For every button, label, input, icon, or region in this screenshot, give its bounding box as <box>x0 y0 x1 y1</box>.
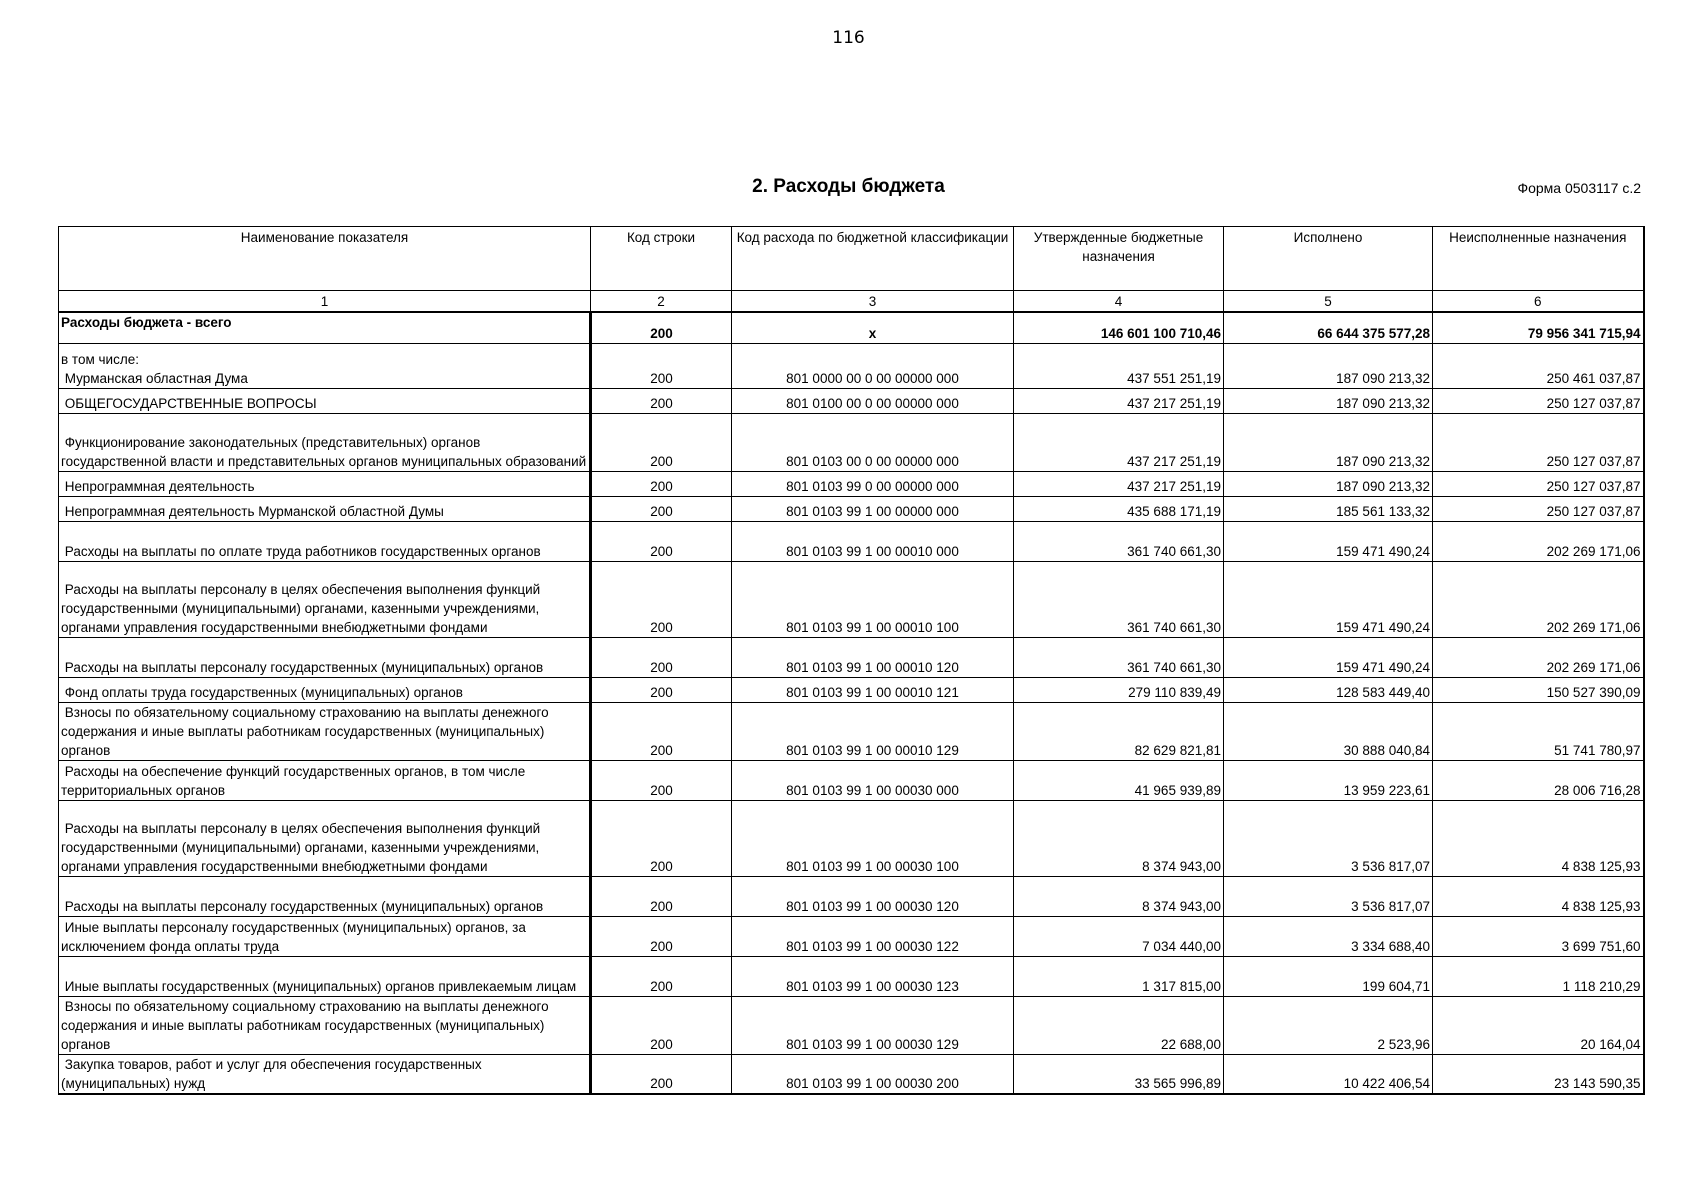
row-executed-amount: 3 536 817,07 <box>1224 876 1433 916</box>
row-unexecuted-amount: 4 838 125,93 <box>1433 876 1644 916</box>
row-name: Расходы на выплаты персоналу в целях обеспечения выполнения функций государственными (муниципальными) органами, казенными учреждениями, органами управления государственными внебюджетными фондами <box>59 561 591 637</box>
row-line-code: 200 <box>591 388 732 413</box>
column-number: 2 <box>591 291 732 313</box>
table-row <box>59 413 1644 471</box>
row-unexecuted-amount: 20 164,04 <box>1433 996 1644 1054</box>
row-name: Взносы по обязательному социальному страхованию на выплаты денежного содержания и иные выплаты работникам государственных (муниципальных) органов <box>59 702 591 760</box>
row-approved-amount: 437 217 251,19 <box>1014 388 1224 413</box>
row-name: Фонд оплаты труда государственных (муниципальных) органов <box>59 677 591 702</box>
row-approved-amount: 22 688,00 <box>1014 996 1224 1054</box>
row-line-code: 200 <box>591 916 732 956</box>
row-name: Функционирование законодательных (представительных) органов государственной власти и представительных органов муниципальных образований <box>59 413 591 471</box>
row-line-code: 200 <box>591 496 732 521</box>
row-classification-code: 801 0103 99 1 00 00030 123 <box>732 956 1014 996</box>
table-row <box>59 388 1644 413</box>
table-row <box>59 996 1644 1054</box>
row-unexecuted-amount: 23 143 590,35 <box>1433 1054 1644 1094</box>
row-name: Иные выплаты государственных (муниципальных) органов привлекаемым лицам <box>59 956 591 996</box>
table-row <box>59 677 1644 702</box>
row-name: Расходы на выплаты персоналу государственных (муниципальных) органов <box>59 876 591 916</box>
table-row <box>59 496 1644 521</box>
row-classification-code: 801 0103 99 1 00 00030 120 <box>732 876 1014 916</box>
header-unexecuted: Неисполненные назначения <box>1433 227 1644 291</box>
row-line-code: 200 <box>591 312 732 343</box>
header-line-code: Код строки <box>591 227 732 291</box>
row-classification-code: 801 0103 99 1 00 00010 121 <box>732 677 1014 702</box>
row-unexecuted-amount: 28 006 716,28 <box>1433 760 1644 800</box>
row-executed-amount: 2 523,96 <box>1224 996 1433 1054</box>
row-executed-amount: 187 090 213,32 <box>1224 388 1433 413</box>
row-classification-code: 801 0103 99 1 00 00010 100 <box>732 561 1014 637</box>
row-classification-code: 801 0103 99 1 00 00010 000 <box>732 521 1014 561</box>
row-line-code: 200 <box>591 413 732 471</box>
page-number: 116 <box>832 28 865 48</box>
row-approved-amount: 279 110 839,49 <box>1014 677 1224 702</box>
row-classification-code: 801 0100 00 0 00 00000 000 <box>732 388 1014 413</box>
row-executed-amount: 3 536 817,07 <box>1224 800 1433 876</box>
row-name: Непрограммная деятельность <box>59 471 591 496</box>
row-executed-amount: 159 471 490,24 <box>1224 561 1433 637</box>
row-executed-amount: 159 471 490,24 <box>1224 521 1433 561</box>
row-classification-code: 801 0103 00 0 00 00000 000 <box>732 413 1014 471</box>
row-approved-amount: 8 374 943,00 <box>1014 800 1224 876</box>
row-name: Непрограммная деятельность Мурманской областной Думы <box>59 496 591 521</box>
row-unexecuted-amount: 250 127 037,87 <box>1433 388 1644 413</box>
row-unexecuted-amount: 202 269 171,06 <box>1433 561 1644 637</box>
row-name: Расходы на выплаты персоналу государственных (муниципальных) органов <box>59 637 591 677</box>
row-executed-amount: 185 561 133,32 <box>1224 496 1433 521</box>
table-row <box>59 521 1644 561</box>
row-executed-amount: 187 090 213,32 <box>1224 343 1433 388</box>
row-unexecuted-amount: 79 956 341 715,94 <box>1433 312 1644 343</box>
row-name: Расходы на выплаты по оплате труда работников государственных органов <box>59 521 591 561</box>
row-line-code: 200 <box>591 521 732 561</box>
row-line-code: 200 <box>591 702 732 760</box>
row-executed-amount: 128 583 449,40 <box>1224 677 1433 702</box>
row-line-code: 200 <box>591 677 732 702</box>
table-row <box>59 702 1644 760</box>
row-unexecuted-amount: 202 269 171,06 <box>1433 637 1644 677</box>
row-approved-amount: 361 740 661,30 <box>1014 561 1224 637</box>
row-name: в том числе: Мурманская областная Дума <box>59 343 591 388</box>
row-classification-code: 801 0103 99 1 00 00030 000 <box>732 760 1014 800</box>
row-classification-code: 801 0103 99 1 00 00030 129 <box>732 996 1014 1054</box>
total-row <box>59 312 1644 343</box>
header-approved: Утвержденные бюджетные назначения <box>1014 227 1224 291</box>
table-row <box>59 916 1644 956</box>
row-line-code: 200 <box>591 471 732 496</box>
row-executed-amount: 10 422 406,54 <box>1224 1054 1433 1094</box>
column-number-row <box>59 291 1644 313</box>
table-row <box>59 637 1644 677</box>
row-approved-amount: 1 317 815,00 <box>1014 956 1224 996</box>
column-number: 4 <box>1014 291 1224 313</box>
row-classification-code: x <box>732 312 1014 343</box>
row-classification-code: 801 0103 99 1 00 00030 122 <box>732 916 1014 956</box>
row-line-code: 200 <box>591 561 732 637</box>
row-line-code: 200 <box>591 800 732 876</box>
row-name: Расходы на выплаты персоналу в целях обеспечения выполнения функций государственными (муниципальными) органами, казенными учреждениями, органами управления государственными внебюджетными фондами <box>59 800 591 876</box>
form-label: Форма 0503117 с.2 <box>1517 180 1641 196</box>
table-row <box>59 876 1644 916</box>
row-executed-amount: 3 334 688,40 <box>1224 916 1433 956</box>
row-classification-code: 801 0103 99 1 00 00010 120 <box>732 637 1014 677</box>
row-unexecuted-amount: 51 741 780,97 <box>1433 702 1644 760</box>
row-executed-amount: 199 604,71 <box>1224 956 1433 996</box>
header-classification-code: Код расхода по бюджетной классификации <box>732 227 1014 291</box>
row-approved-amount: 437 217 251,19 <box>1014 413 1224 471</box>
row-line-code: 200 <box>591 760 732 800</box>
row-approved-amount: 435 688 171,19 <box>1014 496 1224 521</box>
row-unexecuted-amount: 250 127 037,87 <box>1433 496 1644 521</box>
row-approved-amount: 41 965 939,89 <box>1014 760 1224 800</box>
row-approved-amount: 437 551 251,19 <box>1014 343 1224 388</box>
table-row <box>59 956 1644 996</box>
row-approved-amount: 361 740 661,30 <box>1014 521 1224 561</box>
row-line-code: 200 <box>591 343 732 388</box>
row-executed-amount: 187 090 213,32 <box>1224 471 1433 496</box>
row-line-code: 200 <box>591 956 732 996</box>
column-number: 3 <box>732 291 1014 313</box>
header-row <box>59 227 1644 291</box>
row-line-code: 200 <box>591 876 732 916</box>
row-line-code: 200 <box>591 1054 732 1094</box>
row-name: Взносы по обязательному социальному страхованию на выплаты денежного содержания и иные выплаты работникам государственных (муниципальных) органов <box>59 996 591 1054</box>
row-unexecuted-amount: 3 699 751,60 <box>1433 916 1644 956</box>
column-number: 1 <box>59 291 591 313</box>
row-approved-amount: 361 740 661,30 <box>1014 637 1224 677</box>
row-classification-code: 801 0103 99 0 00 00000 000 <box>732 471 1014 496</box>
row-approved-amount: 146 601 100 710,46 <box>1014 312 1224 343</box>
row-classification-code: 801 0103 99 1 00 00030 100 <box>732 800 1014 876</box>
row-unexecuted-amount: 1 118 210,29 <box>1433 956 1644 996</box>
row-executed-amount: 66 644 375 577,28 <box>1224 312 1433 343</box>
row-executed-amount: 13 959 223,61 <box>1224 760 1433 800</box>
expenses-table <box>58 226 1645 1095</box>
document-title: 2. Расходы бюджета <box>752 176 945 197</box>
table-row <box>59 1054 1644 1094</box>
row-name: Закупка товаров, работ и услуг для обеспечения государственных (муниципальных) нужд <box>59 1054 591 1094</box>
row-line-code: 200 <box>591 637 732 677</box>
row-unexecuted-amount: 250 127 037,87 <box>1433 413 1644 471</box>
table-row <box>59 760 1644 800</box>
header-name: Наименование показателя <box>59 227 591 291</box>
table-row <box>59 471 1644 496</box>
row-approved-amount: 8 374 943,00 <box>1014 876 1224 916</box>
column-number: 6 <box>1433 291 1644 313</box>
table-row <box>59 561 1644 637</box>
row-executed-amount: 159 471 490,24 <box>1224 637 1433 677</box>
column-number: 5 <box>1224 291 1433 313</box>
row-classification-code: 801 0103 99 1 00 00000 000 <box>732 496 1014 521</box>
row-classification-code: 801 0000 00 0 00 00000 000 <box>732 343 1014 388</box>
table-row <box>59 343 1644 388</box>
row-classification-code: 801 0103 99 1 00 00030 200 <box>732 1054 1014 1094</box>
row-unexecuted-amount: 150 527 390,09 <box>1433 677 1644 702</box>
row-name: Расходы на обеспечение функций государственных органов, в том числе территориальных органов <box>59 760 591 800</box>
row-line-code: 200 <box>591 996 732 1054</box>
row-name: ОБЩЕГОСУДАРСТВЕННЫЕ ВОПРОСЫ <box>59 388 591 413</box>
row-unexecuted-amount: 250 127 037,87 <box>1433 471 1644 496</box>
row-unexecuted-amount: 4 838 125,93 <box>1433 800 1644 876</box>
row-approved-amount: 82 629 821,81 <box>1014 702 1224 760</box>
row-name: Расходы бюджета - всего <box>59 312 591 343</box>
header-executed: Исполнено <box>1224 227 1433 291</box>
row-executed-amount: 30 888 040,84 <box>1224 702 1433 760</box>
row-name: Иные выплаты персоналу государственных (муниципальных) органов, за исключением фонда оплаты труда <box>59 916 591 956</box>
table-row <box>59 800 1644 876</box>
row-unexecuted-amount: 202 269 171,06 <box>1433 521 1644 561</box>
row-approved-amount: 7 034 440,00 <box>1014 916 1224 956</box>
row-approved-amount: 33 565 996,89 <box>1014 1054 1224 1094</box>
row-approved-amount: 437 217 251,19 <box>1014 471 1224 496</box>
row-unexecuted-amount: 250 461 037,87 <box>1433 343 1644 388</box>
row-executed-amount: 187 090 213,32 <box>1224 413 1433 471</box>
row-classification-code: 801 0103 99 1 00 00010 129 <box>732 702 1014 760</box>
